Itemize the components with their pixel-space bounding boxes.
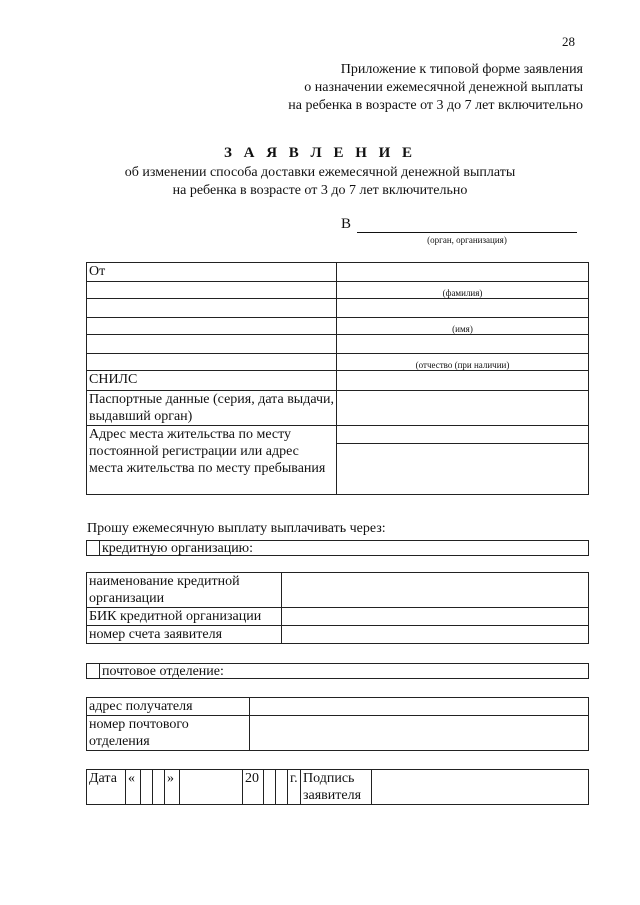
day-field-2[interactable] bbox=[153, 770, 165, 805]
appendix-note bbox=[288, 61, 583, 115]
post-address-field[interactable] bbox=[250, 698, 589, 716]
recipient-field[interactable] bbox=[357, 232, 577, 233]
snils-field[interactable] bbox=[337, 371, 589, 391]
quote-close: » bbox=[165, 770, 180, 805]
bik-field[interactable] bbox=[282, 608, 589, 626]
appendix-line: о назначении ежемесячной денежной выплаты bbox=[304, 80, 583, 95]
name-row-2[interactable] bbox=[87, 318, 337, 335]
account-field[interactable] bbox=[282, 626, 589, 644]
document-subtitle bbox=[0, 164, 640, 200]
name-field[interactable] bbox=[337, 299, 589, 318]
appendix-line: на ребенка в возрасте от 3 до 7 лет включительно bbox=[288, 98, 583, 113]
post-checkbox[interactable] bbox=[87, 664, 100, 678]
day-field-1[interactable] bbox=[141, 770, 153, 805]
post-office-label: номер почтового отделения bbox=[87, 716, 250, 751]
recipient-prefix: В bbox=[341, 216, 352, 232]
post-address-label: адрес получателя bbox=[87, 698, 250, 716]
patronymic-row[interactable] bbox=[87, 335, 337, 354]
subtitle-line: на ребенка в возрасте от 3 до 7 лет включительно bbox=[172, 183, 468, 198]
page-number: 28 bbox=[562, 34, 575, 49]
date-label: Дата bbox=[87, 770, 126, 805]
address-field-1[interactable] bbox=[337, 426, 589, 444]
surname-caption: (фамилия) bbox=[337, 282, 589, 299]
date-signature-row bbox=[86, 769, 589, 805]
post-table bbox=[86, 697, 589, 751]
name-row[interactable] bbox=[87, 299, 337, 318]
bank-checkbox[interactable] bbox=[87, 541, 100, 555]
recipient-caption: (орган, организация) bbox=[427, 235, 507, 245]
patronymic-field[interactable] bbox=[337, 335, 589, 354]
patronymic-row-2[interactable] bbox=[87, 354, 337, 371]
month-field[interactable] bbox=[180, 770, 243, 805]
year-field-2[interactable] bbox=[276, 770, 288, 805]
bank-name-field[interactable] bbox=[282, 573, 589, 608]
year-field-1[interactable] bbox=[264, 770, 276, 805]
name-caption: (имя) bbox=[337, 318, 589, 335]
address-label: Адрес места жительства по месту постоянной регистрации или адрес места жительства по месту пребывания bbox=[87, 426, 337, 495]
appendix-line: Приложение к типовой форме заявления bbox=[340, 62, 583, 77]
snils-label: СНИЛС bbox=[87, 371, 337, 391]
address-field-2[interactable] bbox=[337, 444, 589, 495]
request-text: Прошу ежемесячную выплату выплачивать через: bbox=[87, 521, 386, 536]
bank-option[interactable] bbox=[86, 540, 589, 556]
quote-open: « bbox=[126, 770, 141, 805]
post-option-label: почтовое отделение: bbox=[102, 664, 224, 679]
from-label: От bbox=[87, 263, 337, 282]
bank-table bbox=[86, 572, 589, 644]
post-office-field[interactable] bbox=[250, 716, 589, 751]
account-label: номер счета заявителя bbox=[87, 626, 282, 644]
subtitle-line: об изменении способа доставки ежемесячной денежной выплаты bbox=[124, 165, 516, 180]
signature-field[interactable] bbox=[372, 770, 589, 805]
bik-label: БИК кредитной организации bbox=[87, 608, 282, 626]
bank-name-label: наименование кредитной организации bbox=[87, 573, 282, 608]
document-title: З А Я В Л Е Н И Е bbox=[223, 145, 417, 161]
patronymic-caption: (отчество (при наличии) bbox=[337, 354, 589, 371]
passport-field[interactable] bbox=[337, 391, 589, 426]
surname-row[interactable] bbox=[87, 282, 337, 299]
post-option[interactable] bbox=[86, 663, 589, 679]
year-suffix: г. bbox=[288, 770, 301, 805]
applicant-table bbox=[86, 262, 589, 495]
surname-field[interactable] bbox=[337, 263, 589, 282]
passport-label: Паспортные данные (серия, дата выдачи, выдавший орган) bbox=[87, 391, 337, 426]
year-prefix: 20 bbox=[243, 770, 264, 805]
signature-label: Подпись заявителя bbox=[301, 770, 372, 805]
bank-option-label: кредитную организацию: bbox=[102, 541, 254, 556]
